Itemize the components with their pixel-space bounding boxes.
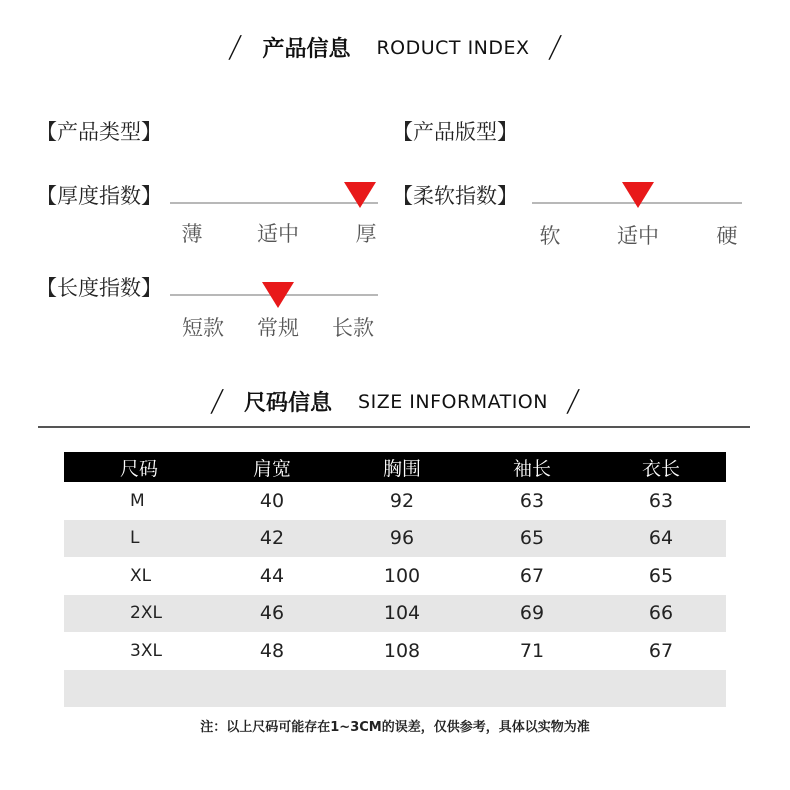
thickness-label: 【厚度指数】: [36, 184, 162, 208]
cell-size: L: [64, 520, 208, 558]
cell-size: M: [130, 490, 145, 511]
cell-sleeve: 71: [519, 639, 545, 662]
length-label: 【长度指数】: [36, 276, 162, 300]
size-info-title-en: SIZE INFORMATION: [358, 390, 548, 413]
thickness-tick-thin: 薄: [181, 222, 203, 246]
table-row: [64, 520, 726, 558]
product-info-title-cn: 产品信息: [262, 37, 351, 62]
length-marker: [262, 282, 294, 308]
cell-length: 67: [648, 639, 674, 662]
cell-shoulder: 44: [259, 564, 285, 587]
cell-size: 3XL: [130, 640, 162, 661]
cell-size: XL: [130, 565, 152, 586]
header-size: 尺码: [64, 452, 208, 482]
cell-shoulder: 42: [208, 520, 336, 558]
size-table: [64, 452, 726, 707]
product-fit-label: 【产品版型】: [392, 120, 518, 144]
thickness-tick-thick: 厚: [355, 222, 377, 246]
length-tick-short: 短款: [182, 316, 224, 340]
cell-shoulder: 48: [259, 639, 285, 662]
softness-tick-medium: 适中: [617, 224, 659, 248]
softness-tick-soft: 软: [539, 224, 561, 248]
cell-chest: 108: [383, 639, 421, 662]
thickness-marker: [344, 182, 376, 208]
cell-chest: 92: [389, 489, 415, 512]
size-heading-slash-left: /: [208, 384, 226, 419]
cell-sleeve: 65: [468, 520, 596, 558]
size-note: 注：以上尺码可能存在1~3CM的误差，仅供参考，具体以实物为准: [200, 720, 590, 735]
table-row: [64, 482, 726, 520]
cell-length: 63: [648, 489, 674, 512]
table-row: [64, 557, 726, 595]
product-info-title-en: RODUCT INDEX: [376, 36, 530, 59]
header-chest: 胸围: [336, 452, 468, 482]
cell-sleeve: 69: [468, 595, 596, 633]
cell-length: 65: [648, 564, 674, 587]
cell-chest: 96: [336, 520, 468, 558]
cell-shoulder: 46: [208, 595, 336, 633]
header-shoulder: 肩宽: [208, 452, 336, 482]
size-info-heading: [0, 384, 790, 419]
cell-sleeve: 63: [519, 489, 545, 512]
cell-length: 64: [596, 520, 726, 558]
cell-chest: 104: [336, 595, 468, 633]
cell-shoulder: 40: [259, 489, 285, 512]
size-table-header-row: [64, 452, 726, 482]
cell-chest: 100: [383, 564, 421, 587]
softness-marker: [622, 182, 654, 208]
length-tick-regular: 常规: [257, 316, 299, 340]
cell-sleeve: 67: [519, 564, 545, 587]
heading-slash-left: /: [227, 30, 244, 65]
table-row-empty: [64, 670, 726, 708]
softness-label: 【柔软指数】: [392, 184, 518, 208]
table-row: [64, 595, 726, 633]
heading-slash-right: /: [546, 30, 563, 65]
cell-length: 66: [596, 595, 726, 633]
thickness-tick-medium: 适中: [257, 222, 299, 246]
header-length: 衣长: [596, 452, 726, 482]
size-heading-slash-right: /: [564, 384, 582, 419]
size-section-divider: [38, 426, 750, 428]
size-info-title-cn: 尺码信息: [244, 391, 333, 416]
table-row: [64, 632, 726, 670]
length-tick-long: 长款: [332, 316, 374, 340]
softness-tick-hard: 硬: [716, 224, 738, 248]
product-info-heading: [0, 30, 790, 65]
product-type-label: 【产品类型】: [36, 120, 162, 144]
header-sleeve: 袖长: [468, 452, 596, 482]
cell-size: 2XL: [64, 595, 208, 633]
